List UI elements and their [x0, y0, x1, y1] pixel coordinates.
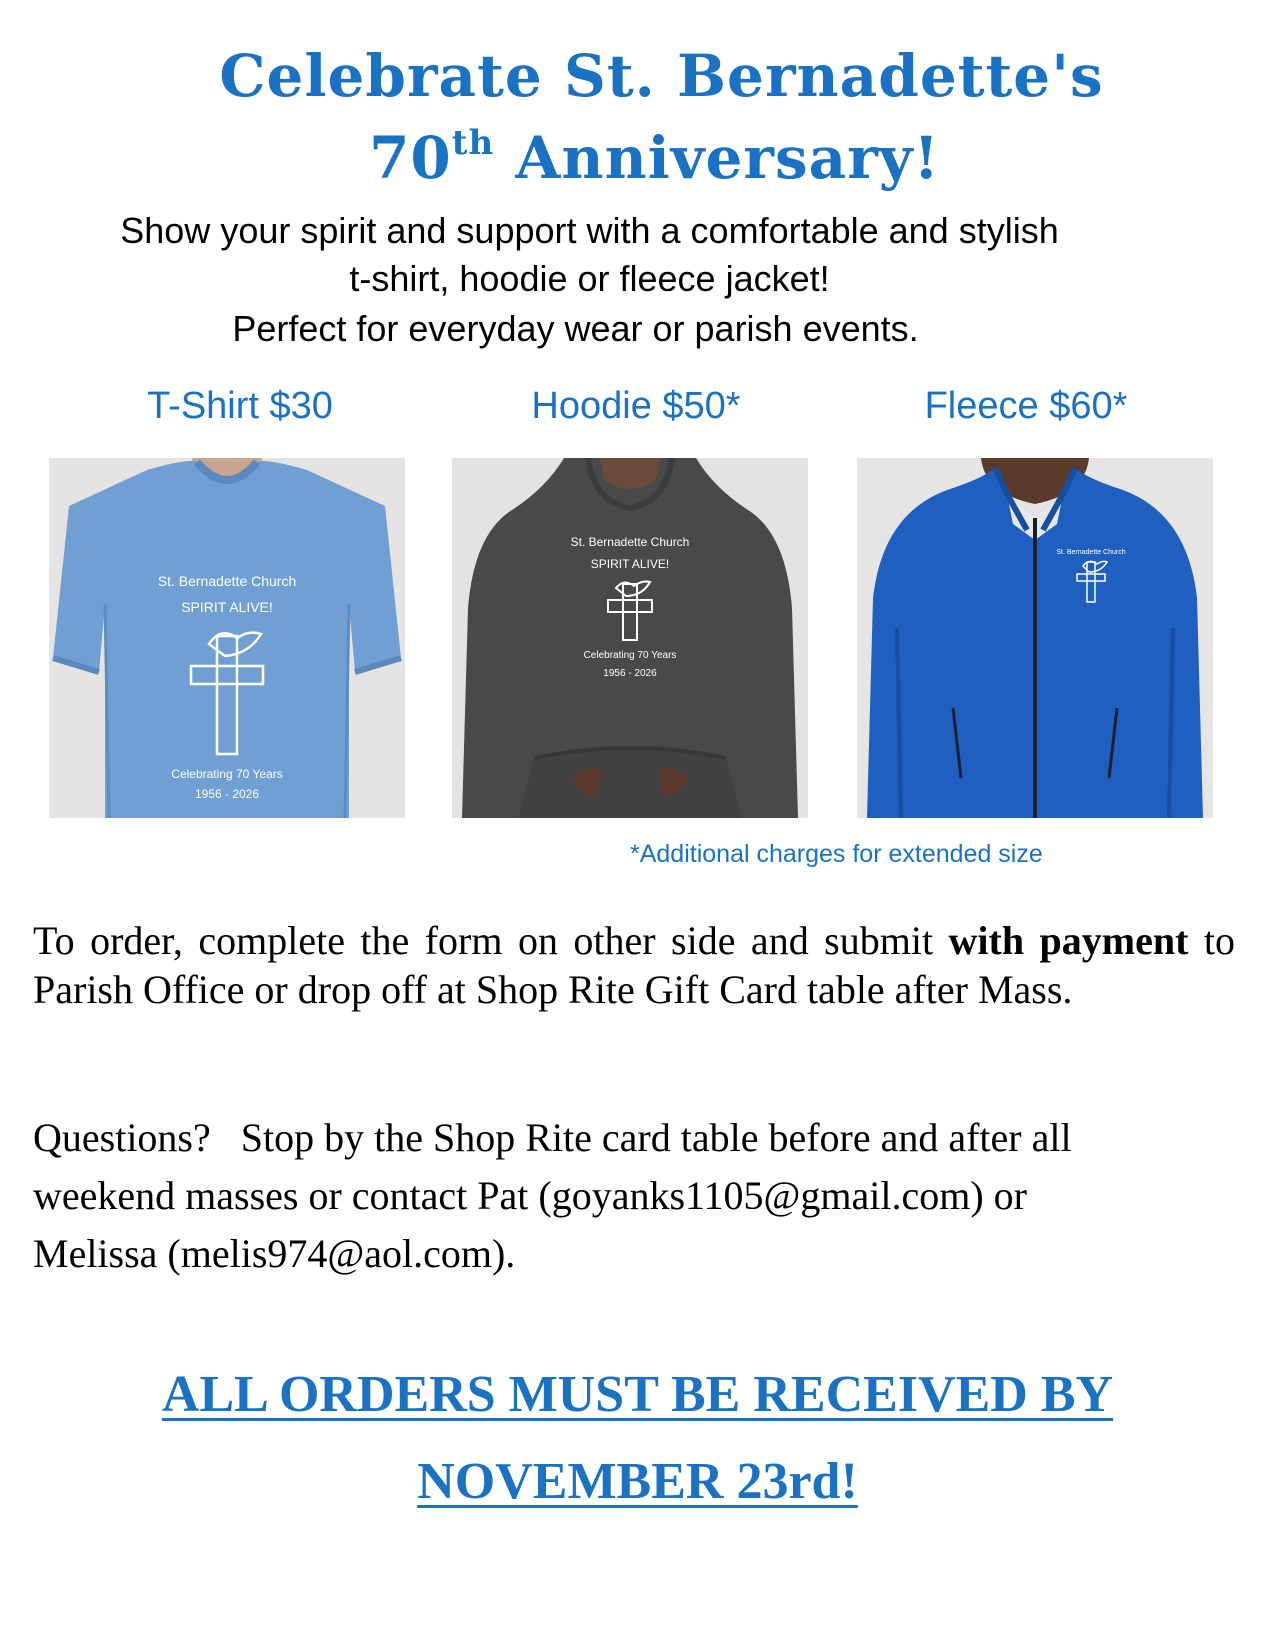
- tshirt-print-years: 1956 - 2026: [194, 787, 260, 801]
- tshirt-caption: T-Shirt $30: [147, 385, 333, 427]
- tshirt-print-name: St. Bernadette Church: [157, 573, 297, 589]
- tshirt-print-celebrating: Celebrating 70 Years: [171, 767, 283, 781]
- page-title-line1: Celebrate St. Bernadette's: [219, 42, 1104, 110]
- fleece-caption: Fleece $60*: [924, 385, 1128, 427]
- order-instructions: [33, 916, 1235, 1014]
- order-text-bold: with payment: [948, 918, 1189, 963]
- intro-line1: Show your spirit and support with a comfortable and stylish: [120, 210, 1059, 251]
- deadline-line2: NOVEMBER 23rd!: [417, 1453, 858, 1510]
- intro-line2: t-shirt, hoodie or fleece jacket!: [349, 258, 830, 299]
- title-ordinal-suffix: th: [451, 122, 495, 163]
- hoodie-print-name: St. Bernadette Church: [570, 535, 690, 549]
- hoodie-caption: Hoodie $50*: [531, 385, 741, 427]
- tshirt-print-slogan: SPIRIT ALIVE!: [181, 599, 273, 615]
- order-text-2: to Parish Office or drop off at Shop Rite Gift Card table after Mass.: [33, 918, 1236, 1012]
- fleece-photo: [857, 458, 1213, 818]
- tshirt-photo: [49, 458, 405, 818]
- order-text-1: To order, complete the form on other side and submit: [33, 918, 949, 963]
- title-number: 70: [369, 124, 452, 192]
- deadline-line1: ALL ORDERS MUST BE RECEIVED BY: [161, 1366, 1114, 1423]
- questions-paragraph: [33, 1109, 1235, 1283]
- fleece-print-name: St. Bernadette Church: [1056, 549, 1126, 556]
- hoodie-print-years: 1956 - 2026: [603, 668, 657, 679]
- title-rest: Anniversary!: [494, 124, 940, 192]
- size-note: *Additional charges for extended size: [630, 840, 1043, 868]
- questions-line3: Melissa (melis974@aol.com).: [33, 1231, 516, 1276]
- intro-line3: Perfect for everyday wear or parish events.: [232, 308, 919, 349]
- questions-line2: weekend masses or contact Pat (goyanks1105@gmail.com) or: [33, 1173, 1027, 1218]
- hoodie-photo: [452, 458, 808, 818]
- questions-line1: Questions? Stop by the Shop Rite card table before and after all: [33, 1115, 1072, 1160]
- hoodie-print-slogan: SPIRIT ALIVE!: [590, 557, 670, 571]
- hoodie-print-celebrating: Celebrating 70 Years: [583, 650, 677, 661]
- page-title-line2: [34, 124, 1275, 192]
